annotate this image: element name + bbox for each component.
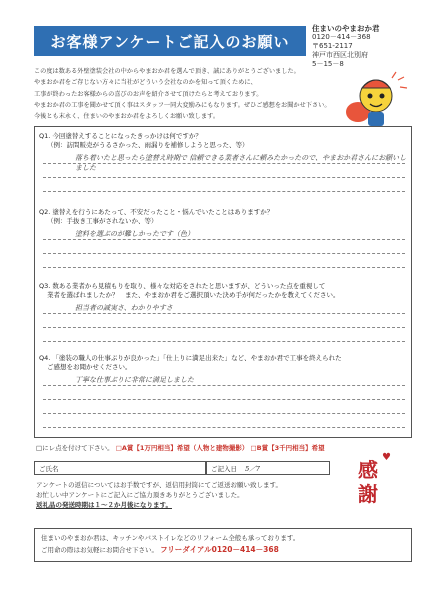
reform-line <box>41 544 405 556</box>
date-label: ご記入日 <box>211 465 237 473</box>
heart-icon: ♥ <box>382 452 391 463</box>
question-2 <box>39 207 273 225</box>
answer-line <box>43 413 405 414</box>
reform-notice <box>34 528 412 562</box>
answer-line <box>43 313 405 314</box>
intro-line: 工事が終わったお客様からの喜びのお声を紹介させて頂けたらと考えております。 <box>34 90 263 98</box>
question-label: Q3. 数ある業者から見積もりを取り、様々な対応をされたと思いますが、どういった点を重視して <box>39 282 326 290</box>
company-phone: 0120－414－368 <box>312 33 371 41</box>
free-dial[interactable]: フリーダイアル0120－414－368 <box>160 545 279 554</box>
option-b-checkbox[interactable]: □B賞【3千円相当】希望 <box>250 444 325 452</box>
question-4 <box>39 353 342 371</box>
company-address-1: 神戸市西区北別府 <box>312 51 368 59</box>
company-info <box>312 24 420 69</box>
name-field[interactable] <box>34 461 206 475</box>
answer-line <box>43 427 405 428</box>
date-field[interactable] <box>206 461 330 475</box>
date-value: 5／7 <box>245 465 260 473</box>
option-a-checkbox[interactable]: □A賞【1万円相当】希望（人物と建物撮影） <box>115 444 249 452</box>
question-label: Q1. 今回塗替えすることになったきっかけは何ですか？ <box>39 132 202 140</box>
answer-line <box>43 341 405 342</box>
intro-line: やまおか君の工事を聞かせて頂く事はスタッフ一同大変励みにもなります。ぜひご感想をお聞かせ下さい。 <box>34 101 331 109</box>
answer-line <box>43 267 405 268</box>
kansha-calligraphy: 感謝 <box>358 458 378 506</box>
question-1 <box>39 131 249 149</box>
footer-text <box>36 480 336 510</box>
answer-text: 丁寧な仕事ぶりに非常に満足しました <box>75 376 194 384</box>
answer-line <box>43 163 405 164</box>
question-label: Q2. 塗替えを行うにあたって、不安だったこと・悩んでいたことはありますか？ <box>39 208 274 216</box>
intro-text <box>34 66 334 122</box>
answer-line <box>43 253 405 254</box>
reform-contact-text: ご用命の際はお気軽にお問合せ下さい。 <box>41 546 158 554</box>
answer-line <box>43 239 405 240</box>
footer-line: アンケートの返信についてはお手数ですが、返信用封筒にてご返送お願い致します。 <box>36 481 282 489</box>
company-address-2: 5－15－8 <box>312 60 344 68</box>
gift-consent <box>36 443 416 452</box>
answer-line <box>43 177 405 178</box>
reform-line: 住まいのやまおか君は、キッチンやバストイレなどのリフォーム全般も承っております。 <box>41 534 300 542</box>
survey-box <box>34 126 412 438</box>
company-zip: 〒651-2117 <box>312 42 353 50</box>
answer-text: 担当者の誠実さ、わかりやすさ <box>75 304 173 312</box>
intro-line: やまおか君をご存じない方々に当社がどういう会社なのかを知って頂くために、 <box>34 79 257 87</box>
page-title: お客様アンケートご記入のお願い <box>34 26 306 56</box>
name-label: ご氏名 <box>39 465 59 473</box>
question-sub: ご感想をお聞かせください。 <box>47 363 132 371</box>
answer-line <box>43 385 405 386</box>
company-name: 住まいのやまおか君 <box>312 24 380 33</box>
answer-text: 落ち着いたと思ったら塗替え時期で 信頼できる業者さんに頼みたかったので、やまおか君さんにお願いしました <box>75 154 407 172</box>
question-sub: （例：訪問販売がうるさかった、雨漏りを補修しようと思った、等） <box>47 141 249 149</box>
consent-text: □にレ点を付けて下さい。 <box>36 444 114 452</box>
question-3 <box>39 281 340 299</box>
footer-shipping-note: 返礼品の発送時期は１～２か月後になります。 <box>36 501 172 509</box>
answer-text: 塗料を選ぶのが難しかったです（色） <box>75 230 194 238</box>
question-sub: （例：手抜き工事がされないか、等） <box>47 217 158 225</box>
intro-line: 今後とも末永く、住まいのやまおか君をよろしくお願い致します。 <box>34 113 220 121</box>
question-sub: 業者を選ばれましたか？ また、やまおか君をご選択頂いた決め手が何だったかを教えてください。 <box>47 291 340 299</box>
footer-line: お忙しい中アンケートにご記入にご協力頂きありがとうございました。 <box>36 491 244 499</box>
intro-line: この度は数ある外壁塗装会社の中からやまおか君を選んで頂き、誠にありがとうございました。 <box>34 68 300 75</box>
answer-line <box>43 191 405 192</box>
answer-line <box>43 399 405 400</box>
question-label: Q4. 「塗装の職人の仕事ぶりが良かった」「仕上りに満足出来た」など、やまおか君で工事を終えられた <box>39 354 342 362</box>
answer-line <box>43 327 405 328</box>
